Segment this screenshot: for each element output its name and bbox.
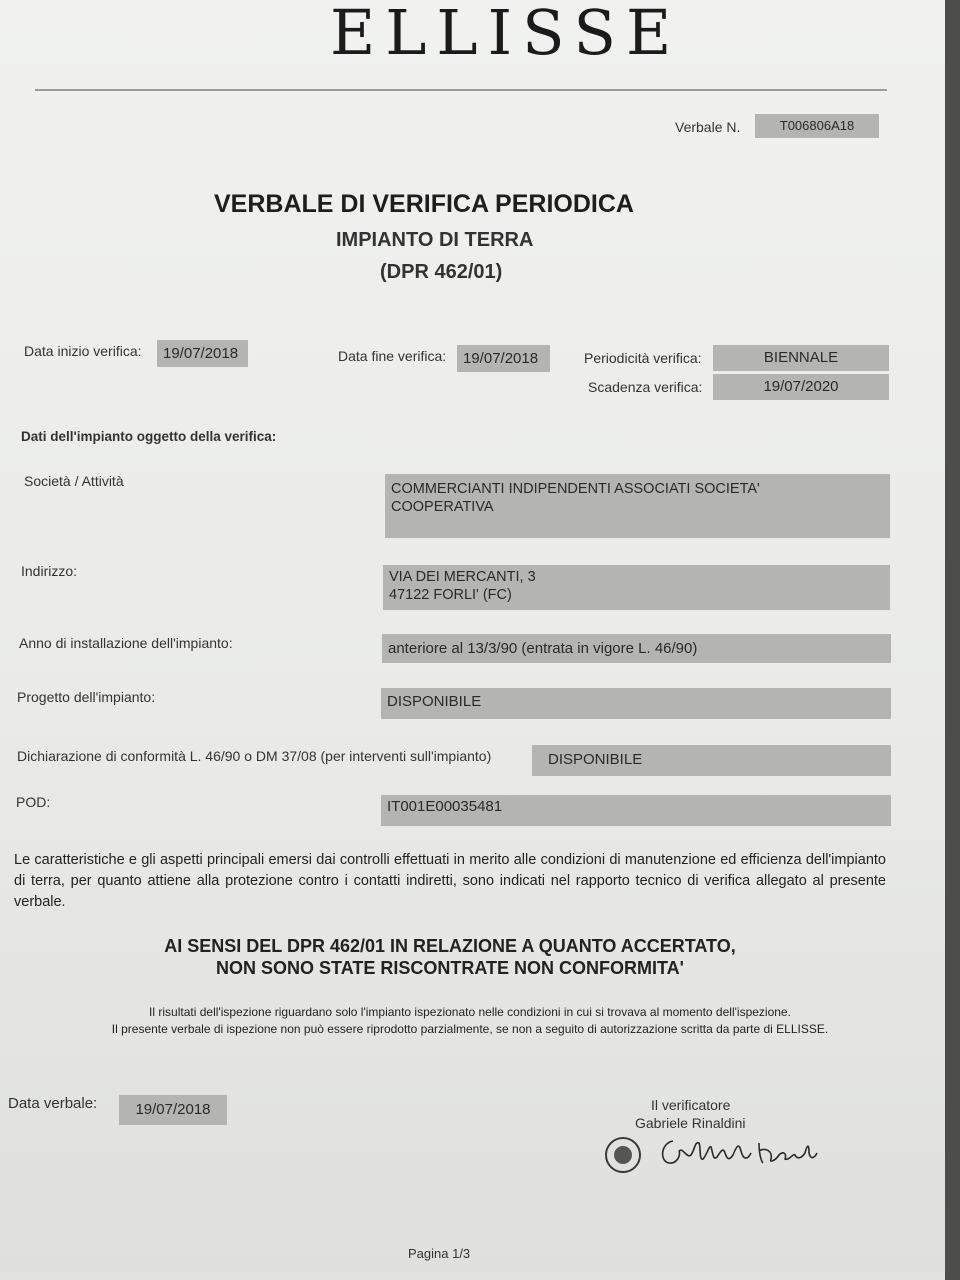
note-line-1: Il risultati dell'ispezione riguardano solo l'impianto ispezionato nelle condizioni in cui si trovava al momento dell'ispezione. bbox=[149, 1005, 791, 1019]
progetto-value: DISPONIBILE bbox=[381, 688, 891, 719]
data-verbale-label: Data verbale: bbox=[8, 1095, 98, 1112]
anno-installazione-label: Anno di installazione dell'impianto: bbox=[19, 635, 233, 651]
inizio-verifica-value: 19/07/2018 bbox=[157, 340, 248, 367]
data-verbale-value: 19/07/2018 bbox=[119, 1095, 227, 1125]
periodicita-label: Periodicità verifica: bbox=[584, 350, 702, 366]
note-line-2: Il presente verbale di ispezione non può essere riprodotto parzialmente, se non a seguito di autorizzazione scritta da parte di ELLISSE. bbox=[111, 1022, 829, 1036]
societa-line-2: COOPERATIVA bbox=[391, 499, 494, 515]
societa-line-1: COMMERCIANTI INDIPENDENTI ASSOCIATI SOCIETA' bbox=[391, 481, 760, 497]
conclusion bbox=[80, 935, 820, 979]
conclusion-line-1: AI SENSI DEL DPR 462/01 IN RELAZIONE A QUANTO ACCERTATO, bbox=[164, 936, 736, 956]
page-number: Pagina 1/3 bbox=[408, 1246, 471, 1261]
section-heading: Dati dell'impianto oggetto della verifica: bbox=[21, 429, 277, 444]
certification-stamp bbox=[605, 1137, 641, 1173]
verbale-number-label: Verbale N. bbox=[675, 119, 741, 135]
footer-strip bbox=[0, 1272, 945, 1280]
description-paragraph: Le caratteristiche e gli aspetti principali emersi dai controlli effettuati in merito alle condizioni di manutenzione ed efficienza dell'impianto di terra, per quanto attiene alla protezione contro i contatti indiretti, sono indicati nel rapporto tecnico di verifica allegato al presente verbale. bbox=[14, 852, 886, 910]
ellisse-logo: ELLISSE bbox=[330, 0, 682, 69]
indirizzo-line-2: 47122 FORLI' (FC) bbox=[389, 587, 512, 603]
scadenza-value: 19/07/2020 bbox=[713, 374, 889, 400]
fine-verifica-label: Data fine verifica: bbox=[338, 348, 447, 364]
anno-installazione-value: anteriore al 13/3/90 (entrata in vigore L. 46/90) bbox=[382, 634, 891, 663]
document-title: VERBALE DI VERIFICA PERIODICA bbox=[214, 190, 634, 218]
pod-value: IT001E00035481 bbox=[381, 795, 891, 826]
societa-label: Società / Attività bbox=[24, 473, 124, 489]
verificatore-label: Il verificatore bbox=[651, 1097, 731, 1113]
background-surface bbox=[945, 0, 960, 1280]
periodicita-value: BIENNALE bbox=[713, 345, 889, 371]
verificatore-name: Gabriele Rinaldini bbox=[635, 1115, 746, 1131]
dichiarazione-value: DISPONIBILE bbox=[532, 745, 891, 776]
document-regulation: (DPR 462/01) bbox=[380, 261, 503, 283]
fine-verifica-value: 19/07/2018 bbox=[457, 345, 550, 372]
progetto-label: Progetto dell'impianto: bbox=[17, 689, 156, 705]
scadenza-label: Scadenza verifica: bbox=[588, 379, 703, 395]
document-subtitle: IMPIANTO DI TERRA bbox=[336, 229, 534, 251]
indirizzo-line-1: VIA DEI MERCANTI, 3 bbox=[389, 569, 536, 585]
indirizzo-value bbox=[383, 565, 890, 610]
inizio-verifica-label: Data inizio verifica: bbox=[24, 343, 142, 359]
conclusion-line-2: NON SONO STATE RISCONTRATE NON CONFORMITA' bbox=[216, 958, 684, 978]
dichiarazione-label: Dichiarazione di conformità L. 46/90 o DM 37/08 (per interventi sull'impianto) bbox=[17, 748, 492, 764]
pod-label: POD: bbox=[16, 794, 51, 810]
indirizzo-label: Indirizzo: bbox=[21, 563, 78, 579]
inspection-notes bbox=[40, 1004, 900, 1038]
societa-value bbox=[385, 474, 890, 538]
verbale-number-value: T006806A18 bbox=[755, 114, 879, 138]
header-divider bbox=[35, 89, 887, 91]
handwritten-signature bbox=[655, 1133, 820, 1171]
